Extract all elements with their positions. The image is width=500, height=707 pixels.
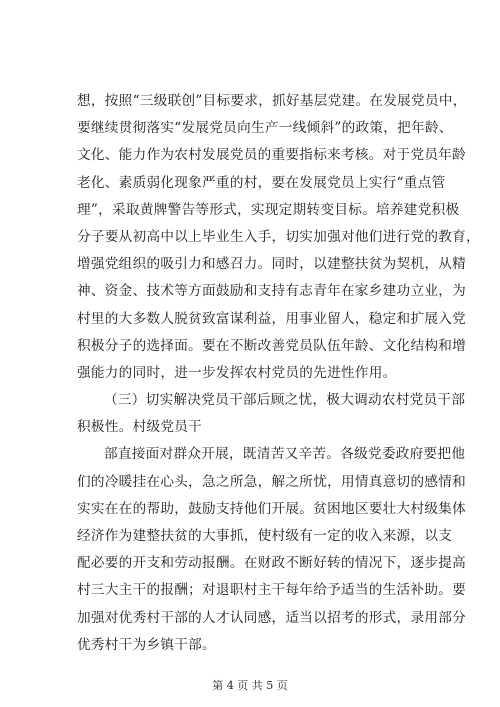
text-line: 分子要从初高中以上毕业生入手，切实加强对他们进行党的教育， [77, 228, 480, 245]
text-line: 理”，采取黄牌警告等形式，实现定期转变目标。培养建党积极 [77, 201, 460, 218]
text-line: 老化、素质弱化现象严重的村，要在发展党员上实行“重点管 [77, 174, 446, 191]
text-line: 神、资金、技术等方面鼓励和支持有志青年在家乡建功立业，为 [77, 283, 467, 300]
text-line: 加强对优秀村干部的人才认同感，适当以招考的形式，录用部分 [77, 609, 467, 626]
page-number-footer: 第 4 页 共 5 页 [212, 679, 288, 692]
text-line: 村里的大多数人脱贫致富谋利益，用事业留人，稳定和扩展入党 [77, 310, 467, 327]
section-heading-line: 积极性。村级党员干 [77, 419, 203, 436]
text-line: 强能力的同时，进一步发挥农村党员的先进性作用。 [77, 364, 397, 381]
text-line: 优秀村干为乡镇干部。 [77, 636, 216, 653]
text-line: 部直接面对群众开展，既清苦又辛苦。各级党委政府要把他 [104, 446, 466, 463]
text-line: 实实在在的帮助，鼓励支持他们开展。贫困地区要壮大村级集体 [77, 500, 467, 517]
text-line: 增强党组织的吸引力和感召力。同时，以建整扶贫为契机，从精 [77, 256, 467, 273]
text-line: 想，按照“三级联创”目标要求，抓好基层党建。在发展党员中， [77, 93, 467, 109]
text-line: 积极分子的选择面。要在不断改善党员队伍年龄、文化结构和增 [77, 337, 467, 354]
text-line: 村三大主干的报酬；对退职村主干每年给予适当的生活补助。要 [77, 582, 467, 599]
text-line: 经济作为建整扶贫的大事抓，使村级有一定的收入来源，以支 [77, 528, 453, 544]
body-text [77, 88, 480, 659]
text-line: 要继续贯彻落实“发展党员向生产一线倾斜”的政策，把年龄、 [77, 120, 453, 137]
text-line: 文化、能力作为农村发展党员的重要指标来考核。对于党员年龄 [77, 147, 467, 164]
text-line: 配必要的开支和劳动报酬。在财政不断好转的情况下，逐步提高 [77, 555, 467, 572]
section-heading-line: （三）切实解决党员干部后顾之忧，极大调动农村党员干部 [104, 392, 466, 409]
text-line: 们的冷暖挂在心头，急之所急，解之所忧，用情真意切的感情和 [77, 473, 467, 490]
